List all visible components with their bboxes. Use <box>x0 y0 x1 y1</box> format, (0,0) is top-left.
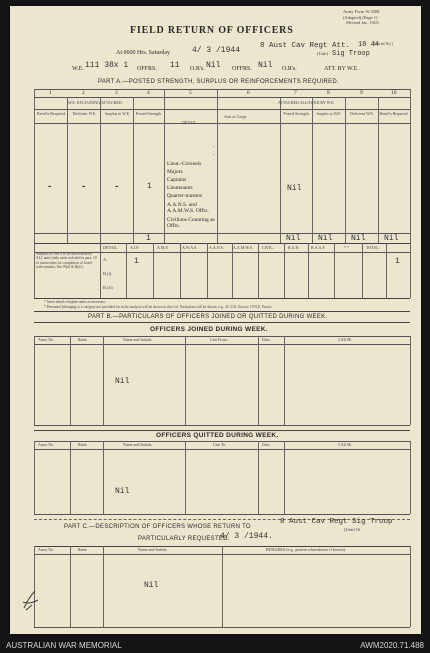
rank-lt-colonels: Lieut.-Colonels <box>167 161 202 167</box>
adapted-note: (Adapted) (Page 1) <box>343 15 378 20</box>
total-deficient-right: Nil <box>351 234 366 243</box>
analysis-row-b1: B.(i) <box>103 271 112 276</box>
quitted-col-army-no: Army No. <box>38 442 55 447</box>
detail-heading: DETAIL. <box>182 120 198 125</box>
analysis-row-a: A. <box>103 257 108 262</box>
analysis-col-aif: A.I.F. <box>130 245 140 250</box>
quitted-title: OFFICERS QUITTED DURING WEEK. <box>156 432 279 439</box>
footer-attribution: AUSTRALIAN WAR MEMORIAL <box>6 641 122 650</box>
we-value: 111 38x 1 <box>85 61 129 70</box>
part-c-unit: 8 Aust Cav Regt Sig Troop <box>280 518 393 526</box>
army-form-number: Army Form W.3008 <box>343 9 380 14</box>
analysis-col-civil: CIVIL. <box>262 245 274 250</box>
attached-allowed-heading: ATTACHED ALLOWED BY W.E. <box>278 100 335 105</box>
reinforcements-value: - <box>47 182 53 192</box>
rank-quartermasters: Quarter-masters <box>167 193 203 199</box>
joined-col-date: Date. <box>262 337 271 342</box>
part-c-particularly: PARTICULARLY REQUESTED. <box>138 536 230 542</box>
rank-nursing-officers: A.A.N.S. and A.A.M.W.S. Offrs. <box>167 202 209 214</box>
total-surplus-right: Nil <box>318 234 333 243</box>
sig-troop: Sig Troop <box>332 50 370 58</box>
total-reinforcements-right: Nil <box>384 234 399 243</box>
document-sheet: Army Form W.3008 (Adapted) (Page 1) (Revised Jan., 1943) FIELD RETURN OF OFFICERS At 0600 Hrs. Saturday 4/ 3 /1944 8 Aust Cav Regt Att. (Unit) Sig Troop 10 44 (Serial No.) W.E. 111 38x 1 OFFRS. 11 O.R's. Nil OFFRS. Nil O.R's. ATT. BY W.E. PART A.—POSTED STRENGTH, SURPLUS OR REINFORCEMENTS REQUIRED. 1 2 3 4 5 6 7 8 9 10 W.E. EXCLUDING ATTACHED. ATTACHED ALLOWED BY W.E. DETAIL. Reinf'ts Required. Deficient W.E. Surplus to W.E. Posted Strength. Arm or Corps. Posted Strength. Surplus to W.E. Deficient W.E. Reinf'ts Required. Lieut.-Colonels Majors Captains Lieutenants Quarter-masters A.A.N.S. and A.A.M.W.S. Offrs. Civilians Counting as Offrs. . . - - - 1 Nil 1 Nil Nil Nil Nil Analysis of Part A to be shown here by ALL units (only units included in para. 10 of instructions for completion of form) with remarks, Part B(ii) & B(iii). DETAIL. A.I.F. A.M.F. A.W.A.S. A.A.N.S. A.A.M.W.S. CIVIL. R.A.N. R.A.A.F. * * TOTAL. A. B.(i) B.(ii) 1 1 * Insert detail of higher ranks as necessary. * Personnel belonging to a category not provided for in the analysis will be shown in this Col. Particulars will be shown, e.g., 2U U.K. Forces; 10 N.E. Forces PART B.—PARTICULARS OF OFFICERS JOINED OR QUITTED DURING WEEK. OFFICERS JOINED DURING WEEK. Army No. Rank. Name and Initials. Unit From. Date. CAUSE. Nil OFFICERS QUITTED DURING WEEK. Army No. Rank. Name and Initials. Unit To. Date. CAUSE. Nil PART C.—DESCRIPTION OF OFFICERS WHOSE RETURN TO 8 Aust Cav Regt Sig Troop (Unit) IS PARTICULARLY REQUESTED. 4/ 3 /1944. Army No. Rank. Name and Initials. REMARKS (e.g., present whereabouts if known). Nil <box>10 6 421 634</box>
offrs-value: 11 <box>170 61 180 70</box>
col-number: 4 <box>147 90 150 96</box>
analysis-col-other: * * <box>344 245 349 250</box>
col-head-deficient-right: Deficient W.E. <box>350 111 374 116</box>
at-time-label: At 0600 Hrs. Saturday <box>116 50 170 56</box>
joined-col-name: Name and Initials. <box>123 337 153 342</box>
quitted-col-cause: CAUSE. <box>338 442 353 447</box>
col-number: 5 <box>189 90 192 96</box>
quitted-col-unit-to: Unit To. <box>213 442 227 447</box>
col-head-surplus: Surplus to W.E. <box>104 111 131 116</box>
part-c-date: 4/ 3 /1944. <box>220 532 273 541</box>
col-head-surplus-right: Surplus to W.E. <box>316 111 342 116</box>
form-title: FIELD RETURN OF OFFICERS <box>130 25 294 36</box>
col-number: 7 <box>294 90 297 96</box>
analysis-col-detail: DETAIL. <box>103 245 119 250</box>
footnote-category: * Personnel belonging to a category not provided for in the analysis will be shown in this Col. Particulars will be shown, e.g., 2U U.K. Forces; 10 N.E. Forces <box>44 305 272 309</box>
posted-strength-value: 1 <box>147 182 152 191</box>
col-number: 6 <box>247 90 250 96</box>
total-posted-right: Nil <box>286 234 301 243</box>
part-c-col-army-no: Army No. <box>38 547 55 552</box>
joined-col-rank: Rank. <box>78 337 88 342</box>
serial-label: (Serial No.) <box>374 41 393 46</box>
analysis-row-b2: B.(ii) <box>103 285 113 290</box>
att-we-label: ATT. BY W.E. <box>324 66 359 72</box>
rank-civilians: Civilians Counting as Offrs. <box>167 217 215 229</box>
joined-col-cause: CAUSE. <box>338 337 353 342</box>
analysis-total-value: 1 <box>395 257 400 266</box>
part-c-unit-is: (Unit) IS <box>344 527 361 532</box>
col-head-reinforcements-right: Reinf'ts Required. <box>379 111 409 116</box>
unit-label: (Unit) <box>317 51 328 56</box>
rank-captains: Captains <box>167 177 187 183</box>
col-number: 8 <box>327 90 330 96</box>
part-c-col-name: Name and Initials. <box>138 547 168 552</box>
col-number: 10 <box>391 90 397 96</box>
analysis-col-total: TOTAL. <box>366 245 380 250</box>
we-excluding-attached-heading: W.E. EXCLUDING ATTACHED. <box>68 100 123 105</box>
analysis-col-awas: A.W.A.S. <box>182 245 198 250</box>
footnote-ranks: * Insert detail of higher ranks as necessary. <box>44 300 106 304</box>
footer-bar <box>0 636 430 653</box>
rank-lieutenants: Lieutenants <box>167 185 193 191</box>
total-posted-left: 1 <box>146 234 151 243</box>
deficient-value: - <box>81 182 87 192</box>
quitted-nil: Nil <box>115 487 130 496</box>
col-number: 3 <box>115 90 118 96</box>
part-a-title: PART A.—POSTED STRENGTH, SURPLUS OR REINFORCEMENTS REQUIRED. <box>98 79 340 85</box>
we-label: W.E. <box>72 66 84 72</box>
quitted-col-name: Name and Initials. <box>123 442 153 447</box>
analysis-aif-value: 1 <box>134 257 139 266</box>
part-c-title: PART C.—DESCRIPTION OF OFFICERS WHOSE RETURN TO <box>64 524 251 530</box>
col-head-deficient: Deficient W.E. <box>72 111 97 116</box>
nil-we: Nil <box>206 61 221 70</box>
nil-att: Nil <box>258 61 273 70</box>
offrs2-label: OFFRS. <box>232 66 252 72</box>
col-number: 2 <box>82 90 85 96</box>
col-head-posted: Posted Strength. <box>135 111 163 116</box>
nil-arm-corps: Nil <box>287 184 302 193</box>
part-c-col-rank: Rank. <box>78 547 88 552</box>
surplus-value: - <box>114 182 120 192</box>
analysis-col-aamws: A.A.M.W.S. <box>233 245 253 250</box>
ors-label: O.R's. <box>190 66 205 72</box>
part-c-col-remarks: REMARKS (e.g., present whereabouts if known). <box>266 547 346 552</box>
analysis-note: Analysis of Part A to be shown here by ALL units (only units included in para. 10 of instructions for completion of form) with remarks, Part B(ii) & B(iii). <box>36 252 97 270</box>
quitted-col-date: Date. <box>262 442 271 447</box>
offrs-label: OFFRS. <box>137 66 157 72</box>
joined-title: OFFICERS JOINED DURING WEEK. <box>150 326 268 333</box>
return-date: 4/ 3 /1944 <box>192 46 241 55</box>
part-b-title: PART B.—PARTICULARS OF OFFICERS JOINED OR QUITTED DURING WEEK. <box>88 314 328 320</box>
analysis-col-ran: R.A.N. <box>288 245 300 250</box>
col-head-posted-right: Posted Strength. <box>283 111 310 116</box>
pencil-mark-icon <box>20 588 42 612</box>
footer-accession: AWM2020.71.488 <box>360 641 424 650</box>
col-number: 9 <box>360 90 363 96</box>
col-head-arm: Arm or Corps. <box>224 114 248 119</box>
col-head-reinforcements: Reinf'ts Required. <box>37 111 66 116</box>
part-c-nil: Nil <box>144 581 159 590</box>
revised-note: (Revised Jan., 1943) <box>346 20 379 25</box>
joined-nil: Nil <box>115 377 130 386</box>
quitted-col-rank: Rank. <box>78 442 88 447</box>
unit-name: 8 Aust Cav Regt Att. <box>260 42 351 50</box>
joined-col-unit-from: Unit From. <box>210 337 228 342</box>
joined-col-army-no: Army No. <box>38 337 55 342</box>
serial-number: 10 44 <box>358 41 380 49</box>
analysis-col-amf: A.M.F. <box>157 245 169 250</box>
col-number: 1 <box>49 90 52 96</box>
rank-majors: Majors <box>167 169 183 175</box>
analysis-col-raaf: R.A.A.F. <box>311 245 326 250</box>
analysis-col-aans: A.A.N.S. <box>209 245 224 250</box>
ors2-label: O.R's. <box>282 66 297 72</box>
